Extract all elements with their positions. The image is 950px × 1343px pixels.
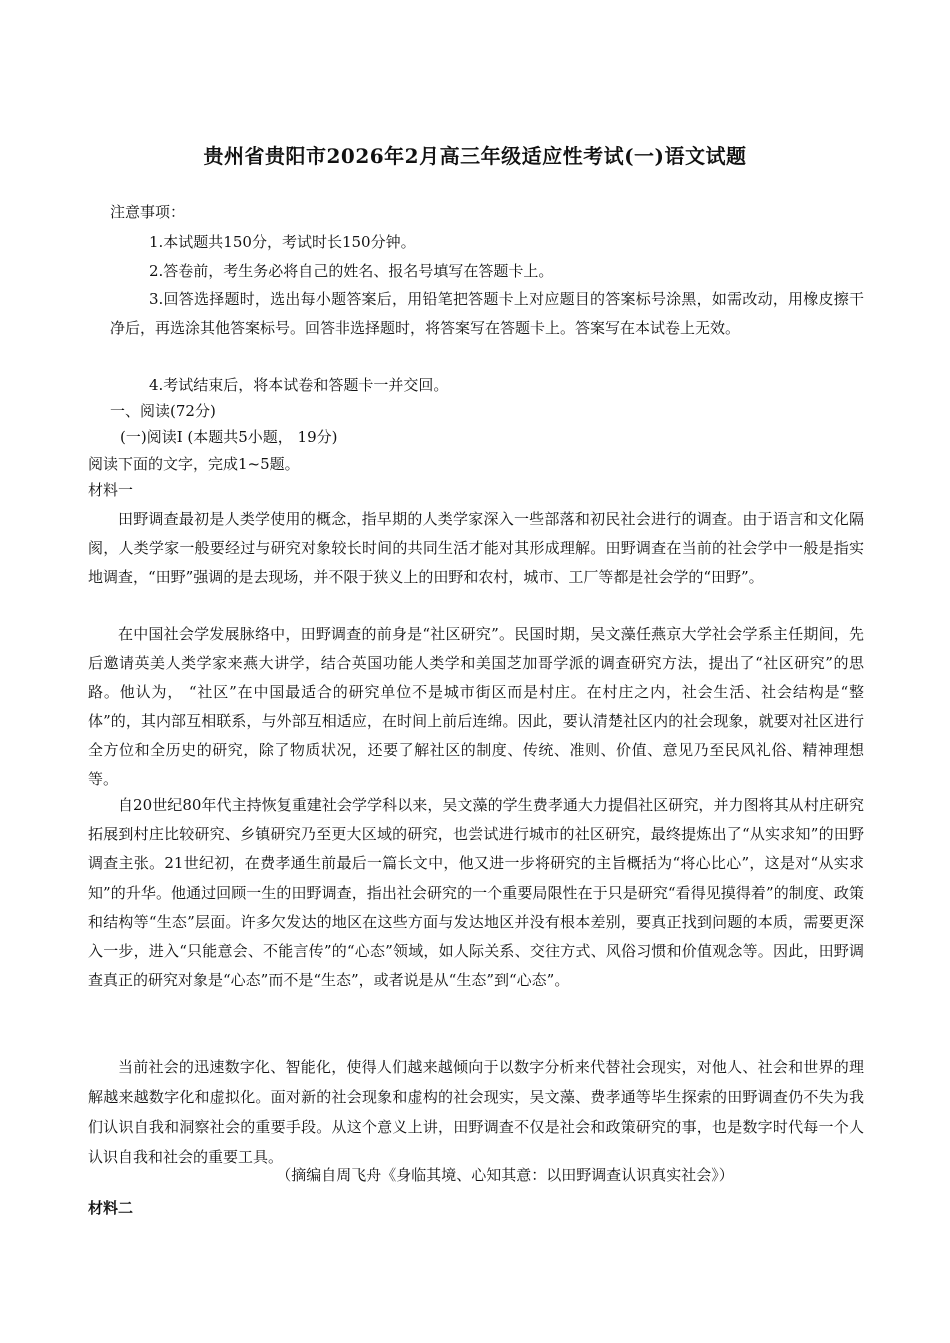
paragraph-3: 自20世纪80年代主持恢复重建社会学学科以来，吴文藻的学生费孝通大力提倡社区研究，并力图将其从村庄研究拓展到村庄比较研究、乡镇研究乃至更大区域的研究，也尝试进行城市的社区研究，最终提炼出了“从实求知”的田野调查主张。21世纪初，在费孝通生前最后一篇长文中，他又进一步将研究的主旨概括为“将心比心”，这是对“从实求知”的升华。他通过回顾一生的田野调查，指出社会研究的一个重要局限性在于只是研究“看得见摸得着”的制度、政策和结构等“生态”层面。许多欠发达的地区在这些方面与发达地区并没有根本差别，要真正找到问题的本质，需要更深入一步，进入“只能意会、不能言传”的“心态”领域，如人际关系、交往方式、风俗习惯和价值观念等。因此，田野调查真正的研究对象是“心态”而不是“生态”，或者说是从“生态”到“心态”。 (88, 796, 864, 990)
part-heading: 一、阅读(72分) (110, 402, 216, 420)
material-1-label: 材料一 (88, 481, 134, 499)
notice-item-4: 4.考试结束后，将本试卷和答题卡一并交回。 (149, 376, 449, 394)
source-citation: （摘编自周飞舟《身临其境、心知其意：以田野调查认识真实社会》） (276, 1166, 734, 1184)
paragraph-2: 在中国社会学发展脉络中，田野调查的前身是“社区研究”。民国时期，吴文藻任燕京大学社会学系主任期间，先后邀请英美人类学家来燕大讲学，结合英国功能人类学和美国芝加哥学派的调查研究方法，提出了“社区研究”的思路。他认为， “社区”在中国最适合的研究单位不是城市街区而是村庄。在村庄之内，社会生活、社会结构是“整体”的，其内部互相联系，与外部互相适应，在时间上前后连绵。因此，要认清楚社区内的社会现象，就要对社区进行全方位和全历史的研究，除了物质状况，还要了解社区的制度、传统、准则、价值、意见乃至民风礼俗、精神理想等。 (88, 625, 864, 788)
notice-item-1: 1.本试题共150分，考试时长150分钟。 (149, 233, 416, 251)
notice-item-3: 3.回答选择题时，选出每小题答案后，用铅笔把答题卡上对应题目的答案标号涂黑，如需改动，用橡皮擦干净后，再选涂其他答案标号。回答非选择题时，将答案写在答题卡上。答案写在本试卷上无效。 (110, 290, 864, 337)
paragraph-4: 当前社会的迅速数字化、智能化，使得人们越来越倾向于以数字分析来代替社会现实，对他人、社会和世界的理解越来越数字化和虚拟化。面对新的社会现象和虚构的社会现实，吴文藻、费孝通等毕生探索的田野调查仍不失为我们认识自我和洞察社会的重要手段。从这个意义上讲，田野调查不仅是社会和政策研究的事，也是数字时代每一个人认识自我和社会的重要工具。 (88, 1058, 864, 1166)
sub-heading: (一)阅读Ⅰ (本题共5小题， 19分) (120, 428, 338, 446)
page-title: 贵州省贵阳市2026年2月高三年级适应性考试(一)语文试题 (203, 144, 747, 168)
material-2-label: 材料二 (88, 1199, 134, 1217)
notice-item-2: 2.答卷前，考生务必将自己的姓名、报名号填写在答题卡上。 (149, 262, 554, 280)
notice-heading: 注意事项： (110, 203, 186, 221)
paragraph-1: 田野调查最初是人类学使用的概念，指早期的人类学家深入一些部落和初民社会进行的调查。由于语言和文化隔阂，人类学家一般要经过与研究对象较长时间的共同生活才能对其形成理解。田野调查在当前的社会学中一般是指实地调查，“田野”强调的是去现场，并不限于狭义上的田野和农村，城市、工厂等都是社会学的“田野”。 (88, 510, 864, 586)
instruction: 阅读下面的文字，完成1~5题。 (88, 455, 300, 473)
